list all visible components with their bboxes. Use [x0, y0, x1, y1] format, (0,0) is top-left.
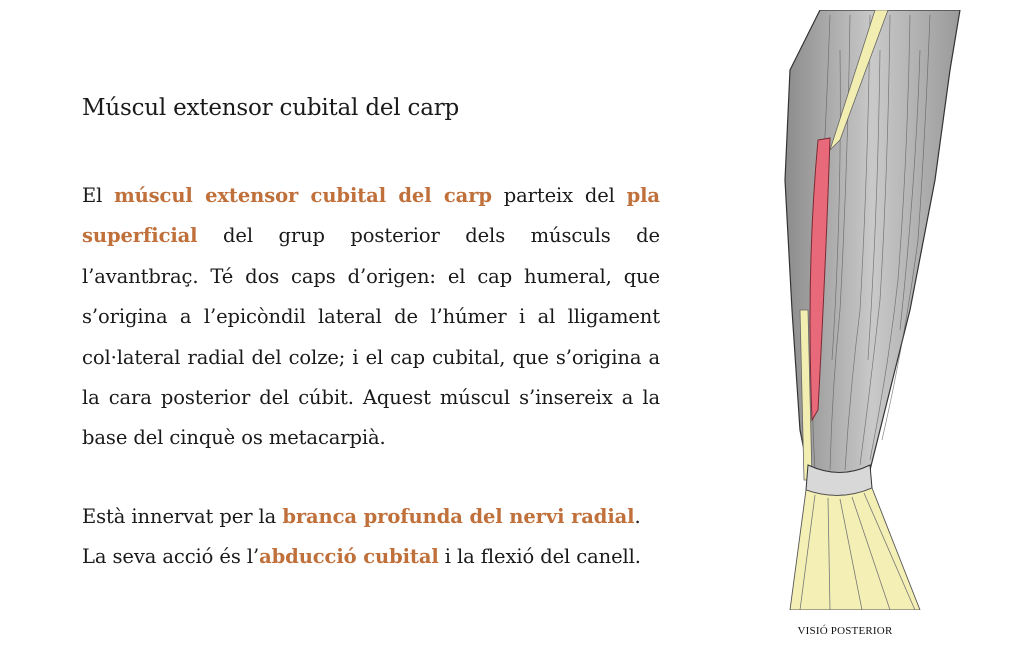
text-run: del grup posterior dels músculs de l’avantbraç. Té dos caps d’origen: el cap humeral, que s’origina a l’epicòndil lateral de l’húmer i al lligament col·lateral radial del colze; i el cap cubital, que s’origina a la cara posterior del cúbit. Aquest múscul s’insereix a la base del cinquè os metacarpià.: [82, 224, 660, 450]
page-title: Múscul extensor cubital del carp: [82, 95, 460, 121]
text-run: i la flexió del canell.: [438, 545, 641, 569]
text-run: El: [82, 184, 115, 207]
text-column: [82, 88, 660, 578]
innervation-paragraph: [82, 497, 660, 578]
term-link-ulnar-abduction[interactable]: abducció cubital: [259, 545, 439, 569]
text-run: . La seva acció és l’: [82, 504, 641, 569]
term-link-extensor-carpi-ulnaris[interactable]: múscul extensor cubital del carp: [114, 184, 492, 207]
term-link-superficial-layer[interactable]: pla superficial: [82, 184, 660, 248]
figure-caption: VISIÓ POSTERIOR: [797, 625, 893, 637]
text-run: Està innervat per la: [82, 504, 283, 528]
description-paragraph: [82, 176, 660, 459]
term-link-deep-branch-radial-nerve[interactable]: branca profunda del nervi radial: [282, 504, 635, 528]
forearm-anatomy-illustration: [770, 10, 970, 610]
text-run: parteix del: [491, 184, 627, 207]
